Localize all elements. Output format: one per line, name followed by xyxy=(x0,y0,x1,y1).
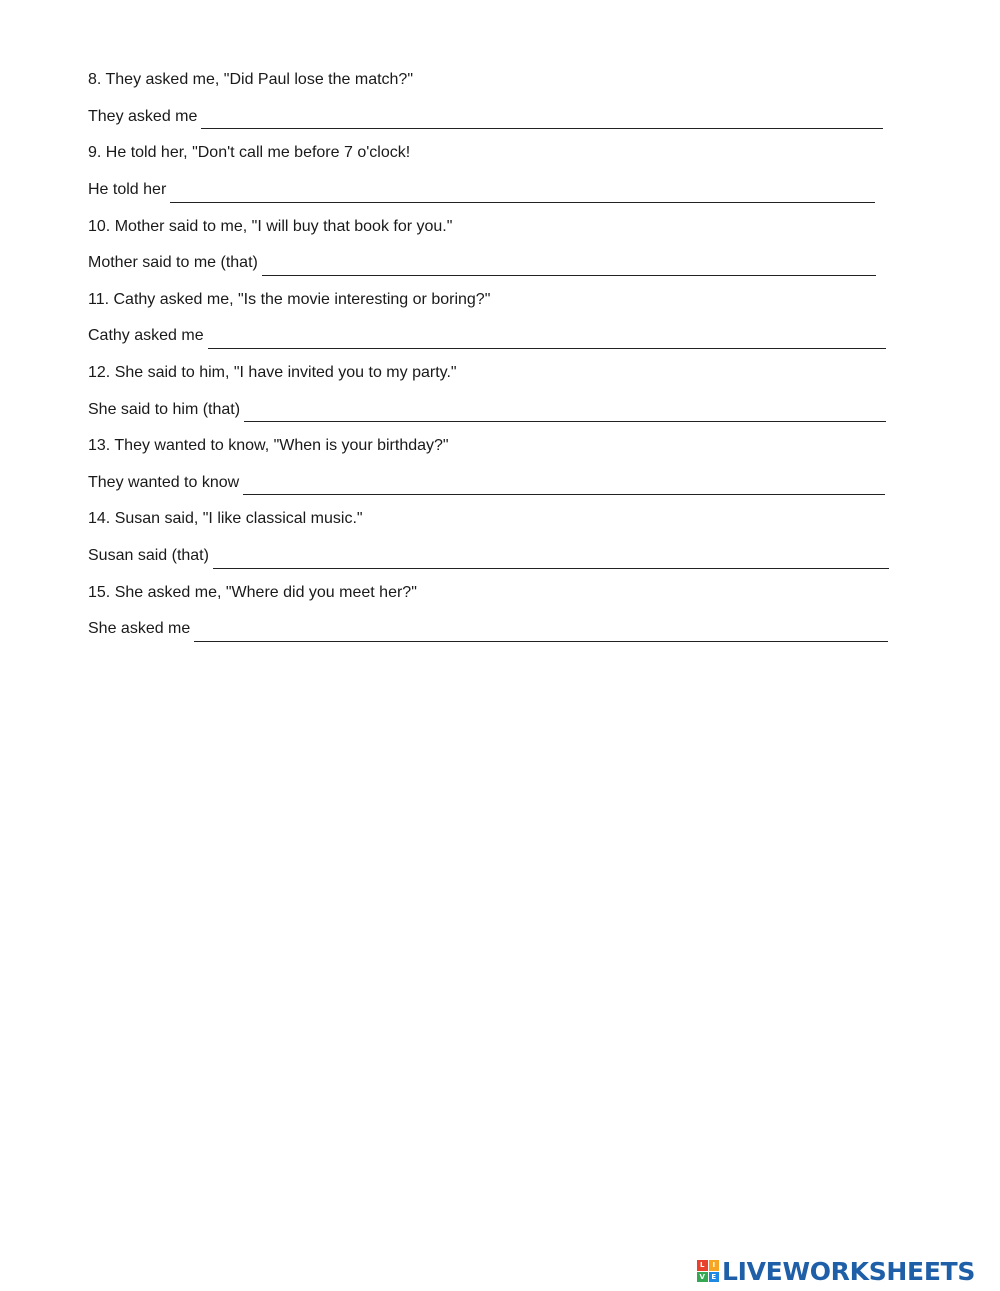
logo-badge-icon xyxy=(697,1260,719,1282)
question-prompt-text: 9. He told her, "Don't call me before 7 o'clock! xyxy=(88,144,411,162)
question-15 xyxy=(88,574,898,647)
answer-input-10[interactable] xyxy=(262,257,876,276)
question-prompt xyxy=(88,135,898,172)
logo-badge-letter: E xyxy=(709,1272,720,1283)
question-9 xyxy=(88,135,898,208)
question-14 xyxy=(88,501,898,574)
answer-input-12[interactable] xyxy=(244,403,886,422)
answer-row xyxy=(88,172,898,209)
liveworksheets-logo xyxy=(697,1257,975,1285)
question-prompt xyxy=(88,428,898,465)
logo-text: LIVEWORKSHEETS xyxy=(722,1256,976,1286)
answer-input-13[interactable] xyxy=(243,476,885,495)
answer-input-14[interactable] xyxy=(213,550,889,569)
answer-prefix: Cathy asked me xyxy=(88,327,204,345)
question-prompt-text: 10. Mother said to me, "I will buy that book for you." xyxy=(88,217,453,235)
answer-row xyxy=(88,391,898,428)
answer-row xyxy=(88,465,898,502)
question-prompt xyxy=(88,62,898,99)
answer-row xyxy=(88,538,898,575)
question-13 xyxy=(88,428,898,501)
answer-prefix: She asked me xyxy=(88,620,191,638)
question-prompt-text: 12. She said to him, "I have invited you to my party." xyxy=(88,364,457,382)
question-prompt xyxy=(88,574,898,611)
answer-prefix: They wanted to know xyxy=(88,473,240,491)
question-11 xyxy=(88,282,898,355)
answer-prefix: He told her xyxy=(88,181,167,199)
answer-prefix: Susan said (that) xyxy=(88,547,209,565)
answer-row xyxy=(88,318,898,355)
answer-row xyxy=(88,245,898,282)
logo-badge-letter: V xyxy=(697,1272,708,1283)
answer-row xyxy=(88,611,898,648)
answer-row xyxy=(88,99,898,136)
question-10 xyxy=(88,208,898,281)
answer-prefix: She said to him (that) xyxy=(88,400,241,418)
question-prompt-text: 14. Susan said, "I like classical music." xyxy=(88,510,363,528)
answer-input-9[interactable] xyxy=(170,184,875,203)
answer-input-11[interactable] xyxy=(208,330,886,349)
question-prompt xyxy=(88,501,898,538)
worksheet xyxy=(88,62,898,648)
question-8 xyxy=(88,62,898,135)
question-prompt-text: 11. Cathy asked me, "Is the movie interesting or boring?" xyxy=(88,290,491,308)
question-prompt xyxy=(88,208,898,245)
question-prompt-text: 15. She asked me, "Where did you meet her?" xyxy=(88,583,417,601)
logo-badge-letter: L xyxy=(697,1260,708,1271)
question-prompt xyxy=(88,355,898,392)
logo-badge-letter: I xyxy=(709,1260,720,1271)
answer-input-8[interactable] xyxy=(201,110,883,129)
question-prompt-text: 8. They asked me, "Did Paul lose the match?" xyxy=(88,71,414,89)
question-prompt-text: 13. They wanted to know, "When is your birthday?" xyxy=(88,437,449,455)
question-prompt xyxy=(88,282,898,319)
answer-input-15[interactable] xyxy=(194,623,888,642)
answer-prefix: Mother said to me (that) xyxy=(88,254,258,272)
answer-prefix: They asked me xyxy=(88,107,198,125)
question-12 xyxy=(88,355,898,428)
